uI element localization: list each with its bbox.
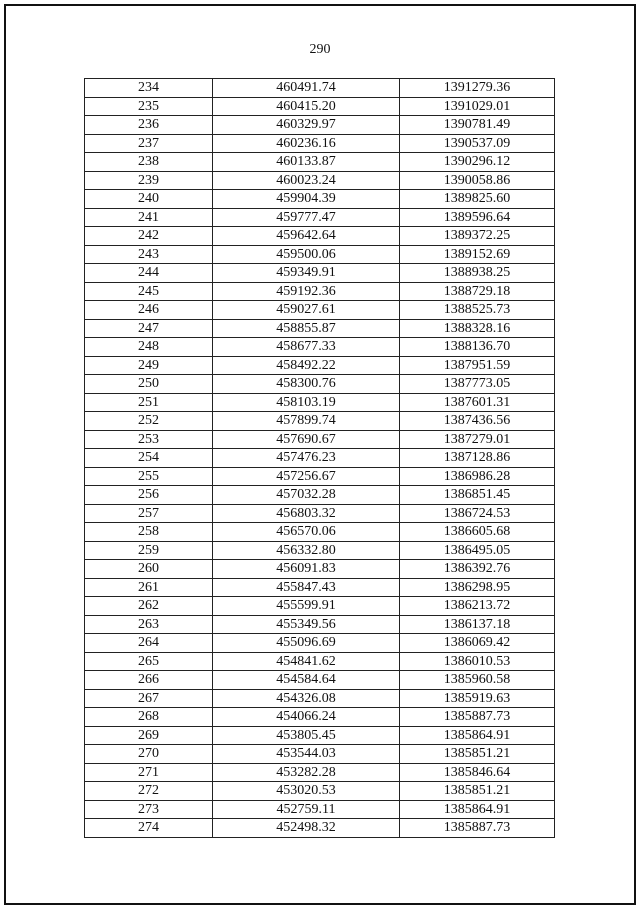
table-row <box>85 97 555 116</box>
point-number-cell: 262 <box>85 597 213 616</box>
table-row <box>85 671 555 690</box>
coordinate-table-body <box>85 79 555 838</box>
x-coordinate-cell: 459500.06 <box>213 245 400 264</box>
table-row <box>85 689 555 708</box>
y-coordinate-cell: 1390296.12 <box>400 153 555 172</box>
table-row <box>85 726 555 745</box>
table-row <box>85 319 555 338</box>
y-coordinate-cell: 1386069.42 <box>400 634 555 653</box>
y-coordinate-cell: 1385919.63 <box>400 689 555 708</box>
y-coordinate-cell: 1385864.91 <box>400 726 555 745</box>
point-number-cell: 251 <box>85 393 213 412</box>
point-number-cell: 256 <box>85 486 213 505</box>
y-coordinate-cell: 1388328.16 <box>400 319 555 338</box>
x-coordinate-cell: 456570.06 <box>213 523 400 542</box>
y-coordinate-cell: 1390781.49 <box>400 116 555 135</box>
x-coordinate-cell: 459642.64 <box>213 227 400 246</box>
x-coordinate-cell: 460329.97 <box>213 116 400 135</box>
x-coordinate-cell: 460133.87 <box>213 153 400 172</box>
point-number-cell: 269 <box>85 726 213 745</box>
x-coordinate-cell: 455599.91 <box>213 597 400 616</box>
point-number-cell: 271 <box>85 763 213 782</box>
point-number-cell: 235 <box>85 97 213 116</box>
y-coordinate-cell: 1387773.05 <box>400 375 555 394</box>
y-coordinate-cell: 1386137.18 <box>400 615 555 634</box>
point-number-cell: 248 <box>85 338 213 357</box>
y-coordinate-cell: 1387279.01 <box>400 430 555 449</box>
x-coordinate-cell: 455847.43 <box>213 578 400 597</box>
y-coordinate-cell: 1387128.86 <box>400 449 555 468</box>
point-number-cell: 240 <box>85 190 213 209</box>
y-coordinate-cell: 1386392.76 <box>400 560 555 579</box>
point-number-cell: 274 <box>85 819 213 838</box>
x-coordinate-cell: 455096.69 <box>213 634 400 653</box>
x-coordinate-cell: 457899.74 <box>213 412 400 431</box>
x-coordinate-cell: 457690.67 <box>213 430 400 449</box>
point-number-cell: 272 <box>85 782 213 801</box>
y-coordinate-cell: 1387951.59 <box>400 356 555 375</box>
point-number-cell: 258 <box>85 523 213 542</box>
point-number-cell: 268 <box>85 708 213 727</box>
table-row <box>85 800 555 819</box>
table-row <box>85 393 555 412</box>
x-coordinate-cell: 457256.67 <box>213 467 400 486</box>
point-number-cell: 270 <box>85 745 213 764</box>
point-number-cell: 238 <box>85 153 213 172</box>
y-coordinate-cell: 1386605.68 <box>400 523 555 542</box>
y-coordinate-cell: 1386298.95 <box>400 578 555 597</box>
x-coordinate-cell: 458103.19 <box>213 393 400 412</box>
x-coordinate-cell: 458492.22 <box>213 356 400 375</box>
x-coordinate-cell: 456332.80 <box>213 541 400 560</box>
table-row <box>85 634 555 653</box>
x-coordinate-cell: 459777.47 <box>213 208 400 227</box>
x-coordinate-cell: 452498.32 <box>213 819 400 838</box>
table-row <box>85 375 555 394</box>
table-row <box>85 227 555 246</box>
table-row <box>85 430 555 449</box>
table-row <box>85 708 555 727</box>
y-coordinate-cell: 1390058.86 <box>400 171 555 190</box>
table-row <box>85 264 555 283</box>
table-row <box>85 412 555 431</box>
y-coordinate-cell: 1386724.53 <box>400 504 555 523</box>
x-coordinate-cell: 454066.24 <box>213 708 400 727</box>
x-coordinate-cell: 458300.76 <box>213 375 400 394</box>
point-number-cell: 252 <box>85 412 213 431</box>
y-coordinate-cell: 1387436.56 <box>400 412 555 431</box>
table-row <box>85 79 555 98</box>
y-coordinate-cell: 1386851.45 <box>400 486 555 505</box>
point-number-cell: 249 <box>85 356 213 375</box>
table-row <box>85 282 555 301</box>
x-coordinate-cell: 456803.32 <box>213 504 400 523</box>
point-number-cell: 259 <box>85 541 213 560</box>
point-number-cell: 246 <box>85 301 213 320</box>
x-coordinate-cell: 453020.53 <box>213 782 400 801</box>
y-coordinate-cell: 1385887.73 <box>400 708 555 727</box>
table-row <box>85 449 555 468</box>
x-coordinate-cell: 453544.03 <box>213 745 400 764</box>
y-coordinate-cell: 1389596.64 <box>400 208 555 227</box>
table-row <box>85 245 555 264</box>
x-coordinate-cell: 460415.20 <box>213 97 400 116</box>
y-coordinate-cell: 1385851.21 <box>400 745 555 764</box>
table-row <box>85 782 555 801</box>
x-coordinate-cell: 455349.56 <box>213 615 400 634</box>
x-coordinate-cell: 453805.45 <box>213 726 400 745</box>
point-number-cell: 266 <box>85 671 213 690</box>
x-coordinate-cell: 459192.36 <box>213 282 400 301</box>
x-coordinate-cell: 459027.61 <box>213 301 400 320</box>
y-coordinate-cell: 1391029.01 <box>400 97 555 116</box>
x-coordinate-cell: 460236.16 <box>213 134 400 153</box>
table-row <box>85 523 555 542</box>
point-number-cell: 260 <box>85 560 213 579</box>
y-coordinate-cell: 1389372.25 <box>400 227 555 246</box>
y-coordinate-cell: 1389825.60 <box>400 190 555 209</box>
point-number-cell: 247 <box>85 319 213 338</box>
table-row <box>85 467 555 486</box>
point-number-cell: 261 <box>85 578 213 597</box>
point-number-cell: 255 <box>85 467 213 486</box>
y-coordinate-cell: 1386213.72 <box>400 597 555 616</box>
table-row <box>85 560 555 579</box>
table-row <box>85 504 555 523</box>
point-number-cell: 242 <box>85 227 213 246</box>
table-row <box>85 745 555 764</box>
y-coordinate-cell: 1388136.70 <box>400 338 555 357</box>
table-row <box>85 338 555 357</box>
x-coordinate-cell: 459349.91 <box>213 264 400 283</box>
point-number-cell: 263 <box>85 615 213 634</box>
table-row <box>85 819 555 838</box>
x-coordinate-cell: 453282.28 <box>213 763 400 782</box>
table-row <box>85 153 555 172</box>
table-row <box>85 208 555 227</box>
y-coordinate-cell: 1388938.25 <box>400 264 555 283</box>
point-number-cell: 241 <box>85 208 213 227</box>
x-coordinate-cell: 460023.24 <box>213 171 400 190</box>
table-row <box>85 301 555 320</box>
table-row <box>85 134 555 153</box>
point-number-cell: 273 <box>85 800 213 819</box>
point-number-cell: 254 <box>85 449 213 468</box>
point-number-cell: 245 <box>85 282 213 301</box>
point-number-cell: 239 <box>85 171 213 190</box>
point-number-cell: 237 <box>85 134 213 153</box>
x-coordinate-cell: 459904.39 <box>213 190 400 209</box>
point-number-cell: 267 <box>85 689 213 708</box>
point-number-cell: 257 <box>85 504 213 523</box>
x-coordinate-cell: 454841.62 <box>213 652 400 671</box>
point-number-cell: 264 <box>85 634 213 653</box>
y-coordinate-cell: 1388525.73 <box>400 301 555 320</box>
point-number-cell: 243 <box>85 245 213 264</box>
point-number-cell: 236 <box>85 116 213 135</box>
coordinate-table <box>84 78 555 838</box>
x-coordinate-cell: 457476.23 <box>213 449 400 468</box>
table-row <box>85 597 555 616</box>
table-row <box>85 486 555 505</box>
y-coordinate-cell: 1387601.31 <box>400 393 555 412</box>
x-coordinate-cell: 454584.64 <box>213 671 400 690</box>
table-row <box>85 190 555 209</box>
table-row <box>85 763 555 782</box>
point-number-cell: 244 <box>85 264 213 283</box>
x-coordinate-cell: 458677.33 <box>213 338 400 357</box>
table-row <box>85 615 555 634</box>
y-coordinate-cell: 1385864.91 <box>400 800 555 819</box>
x-coordinate-cell: 454326.08 <box>213 689 400 708</box>
x-coordinate-cell: 456091.83 <box>213 560 400 579</box>
document-page <box>4 4 636 905</box>
point-number-cell: 265 <box>85 652 213 671</box>
y-coordinate-cell: 1389152.69 <box>400 245 555 264</box>
y-coordinate-cell: 1386010.53 <box>400 652 555 671</box>
y-coordinate-cell: 1388729.18 <box>400 282 555 301</box>
x-coordinate-cell: 457032.28 <box>213 486 400 505</box>
y-coordinate-cell: 1386495.05 <box>400 541 555 560</box>
table-row <box>85 171 555 190</box>
point-number-cell: 234 <box>85 79 213 98</box>
table-row <box>85 541 555 560</box>
y-coordinate-cell: 1386986.28 <box>400 467 555 486</box>
page-number: 290 <box>309 42 331 57</box>
y-coordinate-cell: 1391279.36 <box>400 79 555 98</box>
y-coordinate-cell: 1385887.73 <box>400 819 555 838</box>
x-coordinate-cell: 452759.11 <box>213 800 400 819</box>
table-row <box>85 356 555 375</box>
x-coordinate-cell: 460491.74 <box>213 79 400 98</box>
point-number-cell: 250 <box>85 375 213 394</box>
point-number-cell: 253 <box>85 430 213 449</box>
y-coordinate-cell: 1385851.21 <box>400 782 555 801</box>
table-row <box>85 652 555 671</box>
table-row <box>85 116 555 135</box>
y-coordinate-cell: 1385846.64 <box>400 763 555 782</box>
x-coordinate-cell: 458855.87 <box>213 319 400 338</box>
y-coordinate-cell: 1385960.58 <box>400 671 555 690</box>
y-coordinate-cell: 1390537.09 <box>400 134 555 153</box>
table-row <box>85 578 555 597</box>
